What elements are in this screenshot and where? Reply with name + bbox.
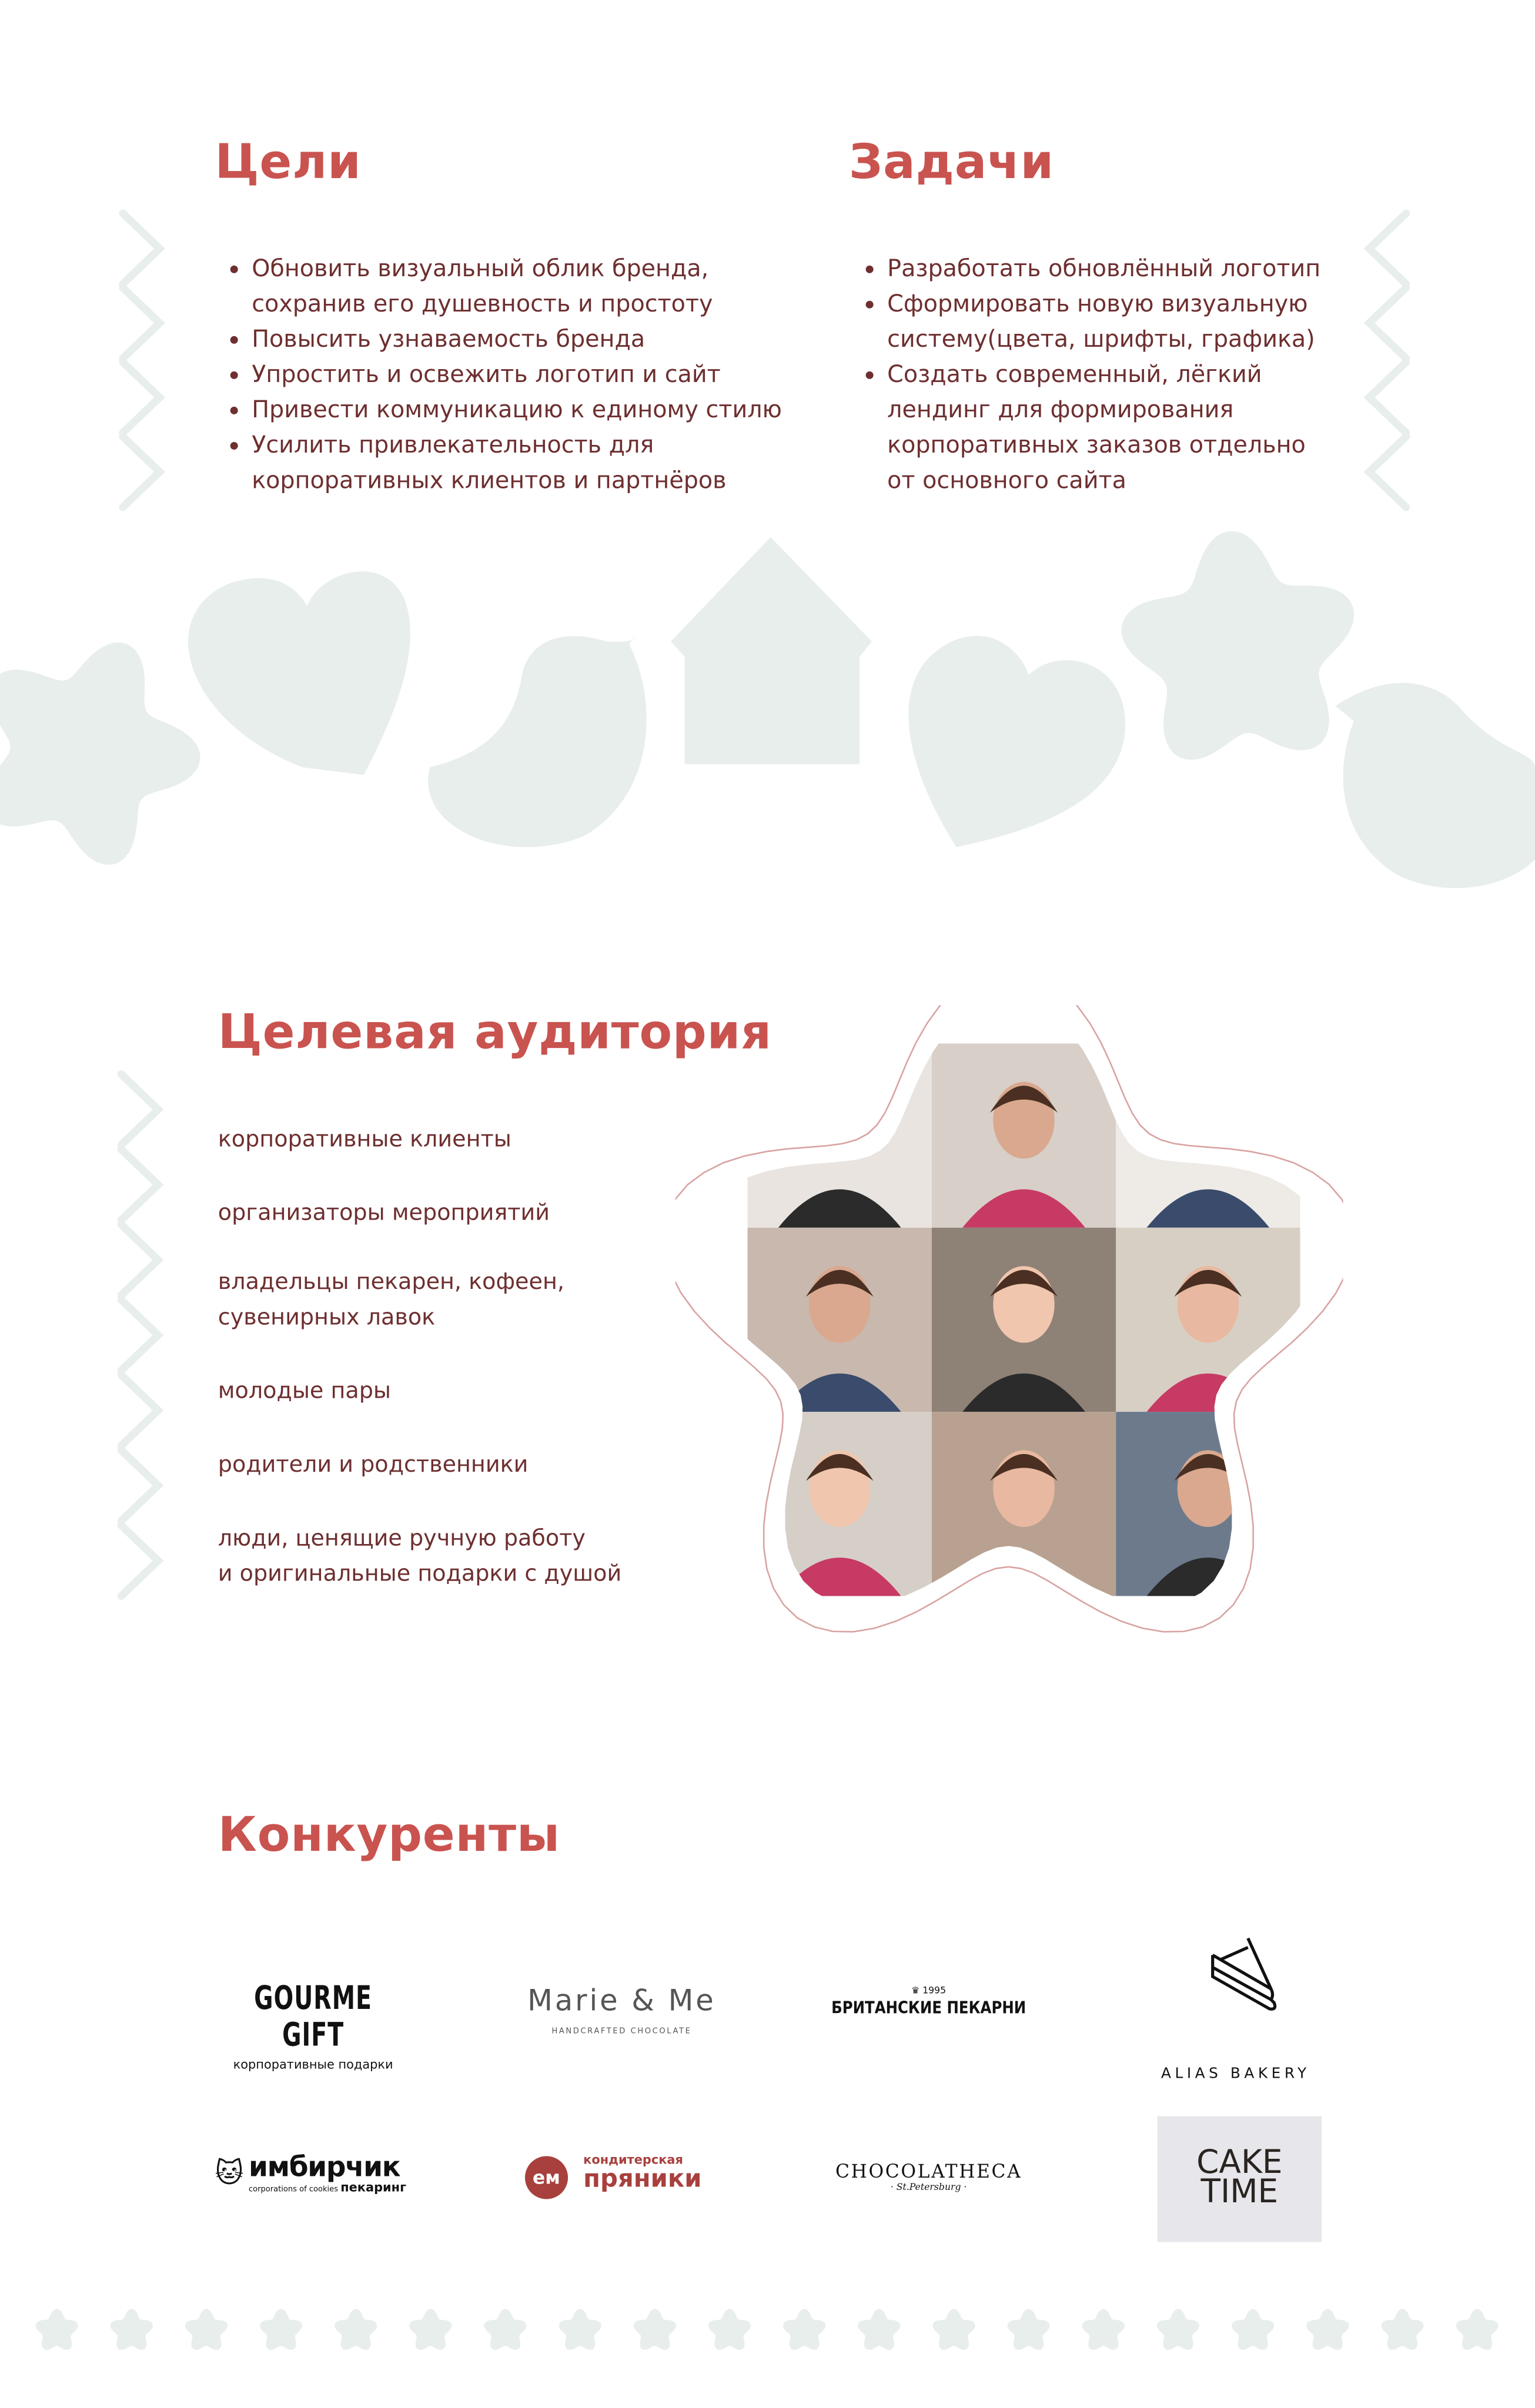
small-flower-icon	[1082, 2309, 1125, 2350]
small-flower-icon	[783, 2309, 825, 2350]
tasks-item: Сформировать новую визуальную систему(цвета, шрифты, графика)	[866, 287, 1326, 357]
logo-marie-me: Marie & Me HANDCRAFTED CHOCOLATE	[527, 1984, 716, 2037]
cat-icon: 🐱	[215, 2158, 244, 2190]
bird-shape	[428, 636, 647, 847]
house-shape	[671, 537, 872, 764]
portrait-hair	[806, 1086, 874, 1113]
goals-list	[230, 252, 798, 498]
tasks-list	[866, 252, 1326, 498]
small-flower-icon	[484, 2309, 527, 2350]
goals-item: Повысить узнаваемость бренда	[230, 322, 798, 357]
chevron-icon	[121, 1375, 158, 1445]
chevron-icon	[1369, 437, 1406, 507]
heart-shape	[908, 636, 1125, 847]
small-flower-icon	[932, 2309, 975, 2350]
small-flower-icon	[409, 2309, 452, 2350]
small-flower-icon	[260, 2309, 302, 2350]
chevron-icon	[121, 1074, 158, 1145]
goals-item: Упростить и освежить логотип и сайт	[230, 357, 798, 393]
logo-chocolatheca: CHOCOLATHECA · St.Petersburg ·	[835, 2161, 1022, 2193]
em-badge: ем	[525, 2156, 568, 2199]
chevron-icon	[123, 288, 160, 359]
blob-flower-shape	[0, 642, 200, 865]
crown-emblem: ♛ 1995	[911, 1985, 947, 1997]
bird-shape	[1336, 683, 1535, 888]
chevron-icon	[123, 213, 160, 284]
goals-item: Обновить визуальный облик бренда, сохранив его душевность и простоту	[230, 252, 798, 322]
chevron-icon	[123, 362, 160, 433]
logo-pryaniki: ем кондитерская пряники	[522, 2153, 721, 2191]
tasks-title: Задачи	[848, 135, 1054, 190]
goals-title: Цели	[215, 135, 362, 190]
heart-shape	[188, 571, 410, 775]
small-flower-icon	[708, 2309, 751, 2350]
chevron-icon	[1369, 288, 1406, 359]
small-flower-icon	[185, 2309, 228, 2350]
small-flower-icon	[1008, 2309, 1050, 2350]
tasks-item: Разработать обновлённый логотип	[866, 252, 1326, 287]
audience-item: организаторы мероприятий	[218, 1200, 550, 1227]
small-flower-icon	[1456, 2309, 1499, 2350]
goals-item: Привести коммуникацию к единому стилю	[230, 393, 798, 428]
audience-title: Целевая аудитория	[218, 1005, 772, 1061]
audience-item: корпоративные клиенты	[218, 1126, 511, 1153]
logo-imbirchik: 🐱 имбирчик corporations of cookies пекаринг	[215, 2151, 407, 2195]
portrait-hair	[1174, 1086, 1242, 1113]
cake-slice-icon	[1190, 1934, 1282, 2026]
goals-item: Усилить привлекательность для корпоративных клиентов и партнёров	[230, 428, 798, 498]
small-flower-icon	[858, 2309, 900, 2350]
audience-item: молодые пары	[218, 1378, 392, 1405]
chevron-icon	[1369, 213, 1406, 284]
small-flower-icon	[559, 2309, 601, 2350]
chevron-icon	[121, 1300, 158, 1371]
chevron-icon	[121, 1450, 158, 1521]
chevron-icon	[121, 1225, 158, 1295]
competitors-title: Конкуренты	[218, 1807, 560, 1863]
small-flower-icon	[1157, 2309, 1199, 2350]
chevron-icon	[123, 437, 160, 507]
audience-item: люди, ценящие ручную работу и оригинальные подарки с душой	[218, 1525, 622, 1587]
logo-gourme-gift: GOURME GIFT корпоративные подарки	[233, 1980, 393, 2072]
audience-photo-collage	[675, 1005, 1343, 1650]
small-flower-icon	[1232, 2309, 1274, 2350]
tasks-item: Создать современный, лёгкий лендинг для формирования корпоративных заказов отдельно от основного сайта	[866, 357, 1326, 498]
photo-grid	[748, 1043, 1300, 1596]
small-flower-icon	[634, 2309, 676, 2350]
logo-cake-time: CAKE TIME	[1158, 2116, 1322, 2242]
chevron-icon	[121, 1150, 158, 1220]
small-flower-icon	[1381, 2309, 1423, 2350]
small-flower-icon	[335, 2309, 377, 2350]
logo-british-bakeries: ♛ 1995 БРИТАНСКИЕ ПЕКАРНИ	[814, 1986, 1044, 2018]
small-flower-icon	[36, 2309, 78, 2350]
chevron-icon	[121, 1525, 158, 1596]
audience-item: владельцы пекарен, кофеен, сувенирных лавок	[218, 1269, 564, 1331]
chevron-icon	[1369, 362, 1406, 433]
blob-flower-shape	[1122, 531, 1355, 760]
small-flower-icon	[111, 2309, 153, 2350]
logo-alias-bakery: ALIAS BAKERY	[1143, 1934, 1327, 2082]
small-flower-icon	[1306, 2309, 1349, 2350]
audience-item: родители и родственники	[218, 1452, 529, 1478]
